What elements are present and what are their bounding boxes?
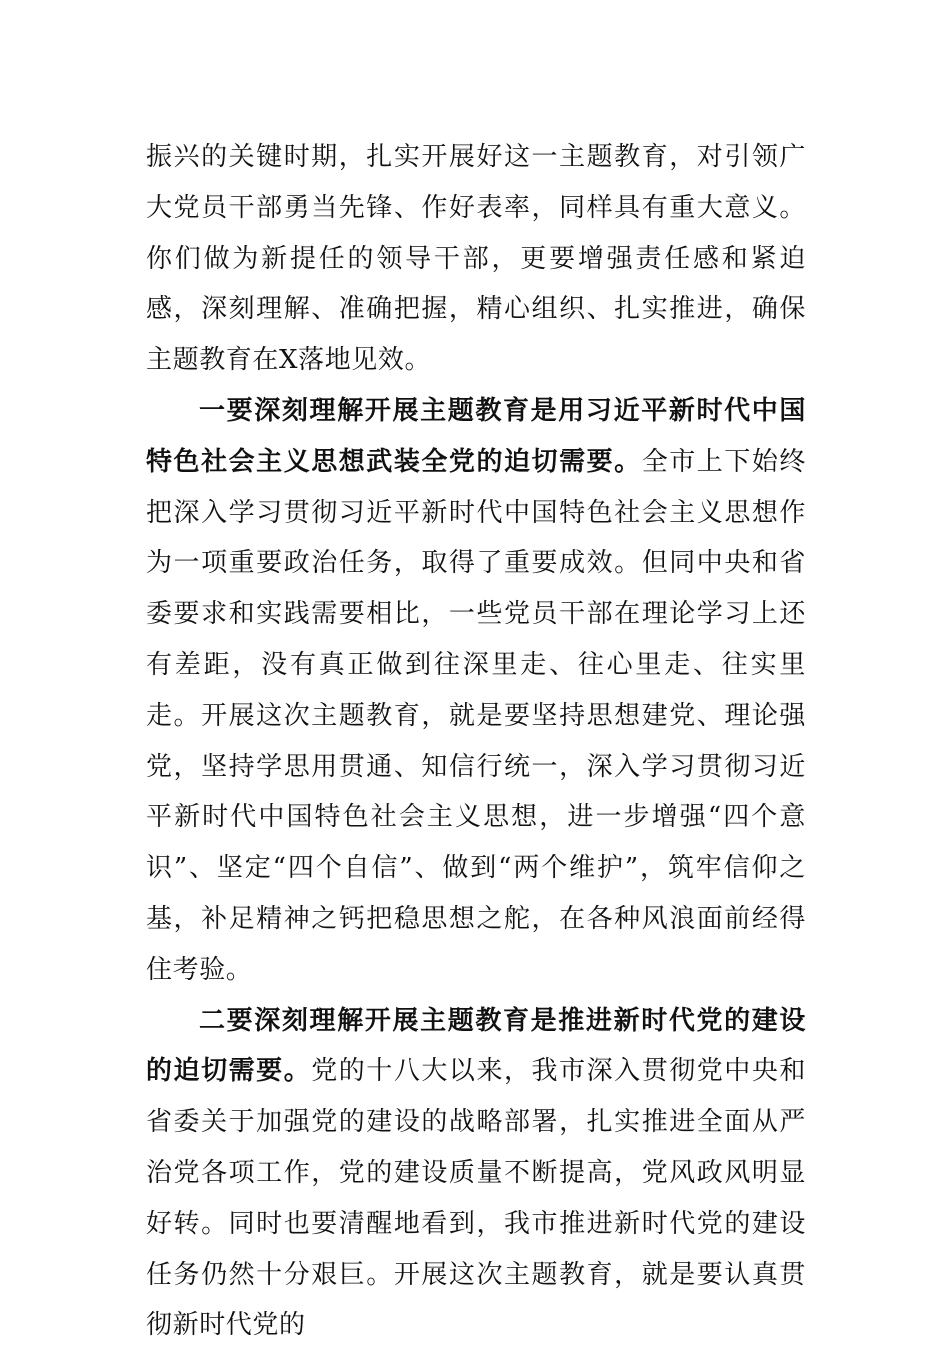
paragraph-text: 振兴的关键时期，扎实开展好这一主题教育，对引领广大党员干部勇当先锋、作好表率，同样具有重大意义。你们做为新提任的领导干部，更要增强责任感和紧迫感，深刻理解、准确把握，精心组织、扎实推进，确保主题教育在X落地见效。 [146,142,806,376]
paragraph-lead-heading: 二要深刻理解开展主题教育是推进新时代党的建设的迫切需要。 [146,1005,806,1087]
document-page [146,132,806,1351]
paragraph-point-one [146,386,806,996]
paragraph-continuation [146,132,806,386]
paragraph-text: 全市上下始终把深入学习贯彻习近平新时代中国特色社会主义思想作为一项重要政治任务，取得了重要成效。但同中央和省委要求和实践需要相比，一些党员干部在理论学习上还有差距，没有真正做到往深里走、往心里走、往实里走。开展这次主题教育，就是要坚持思想建党、理论强党，坚持学思用贯通、知信行统一，深入学习贯彻习近平新时代中国特色社会主义思想，进一步增强“四个意识”、坚定“四个自信”、做到“两个维护”，筑牢信仰之基，补足精神之钙把稳思想之舵，在各种风浪面前经得住考验。 [146,446,806,985]
paragraph-lead-heading: 一要深刻理解开展主题教育是用习近平新时代中国特色社会主义思想武装全党的迫切需要。 [146,395,806,477]
paragraph-text: 党的十八大以来，我市深入贯彻党中央和省委关于加强党的建设的战略部署，扎实推进全面从严治党各项工作，党的建设质量不断提高，党风政风明显好转。同时也要清醒地看到，我市推进新时代党的建设任务仍然十分艰巨。开展这次主题教育，就是要认真贯彻新时代党的 [146,1056,806,1341]
paragraph-point-two [146,996,806,1351]
